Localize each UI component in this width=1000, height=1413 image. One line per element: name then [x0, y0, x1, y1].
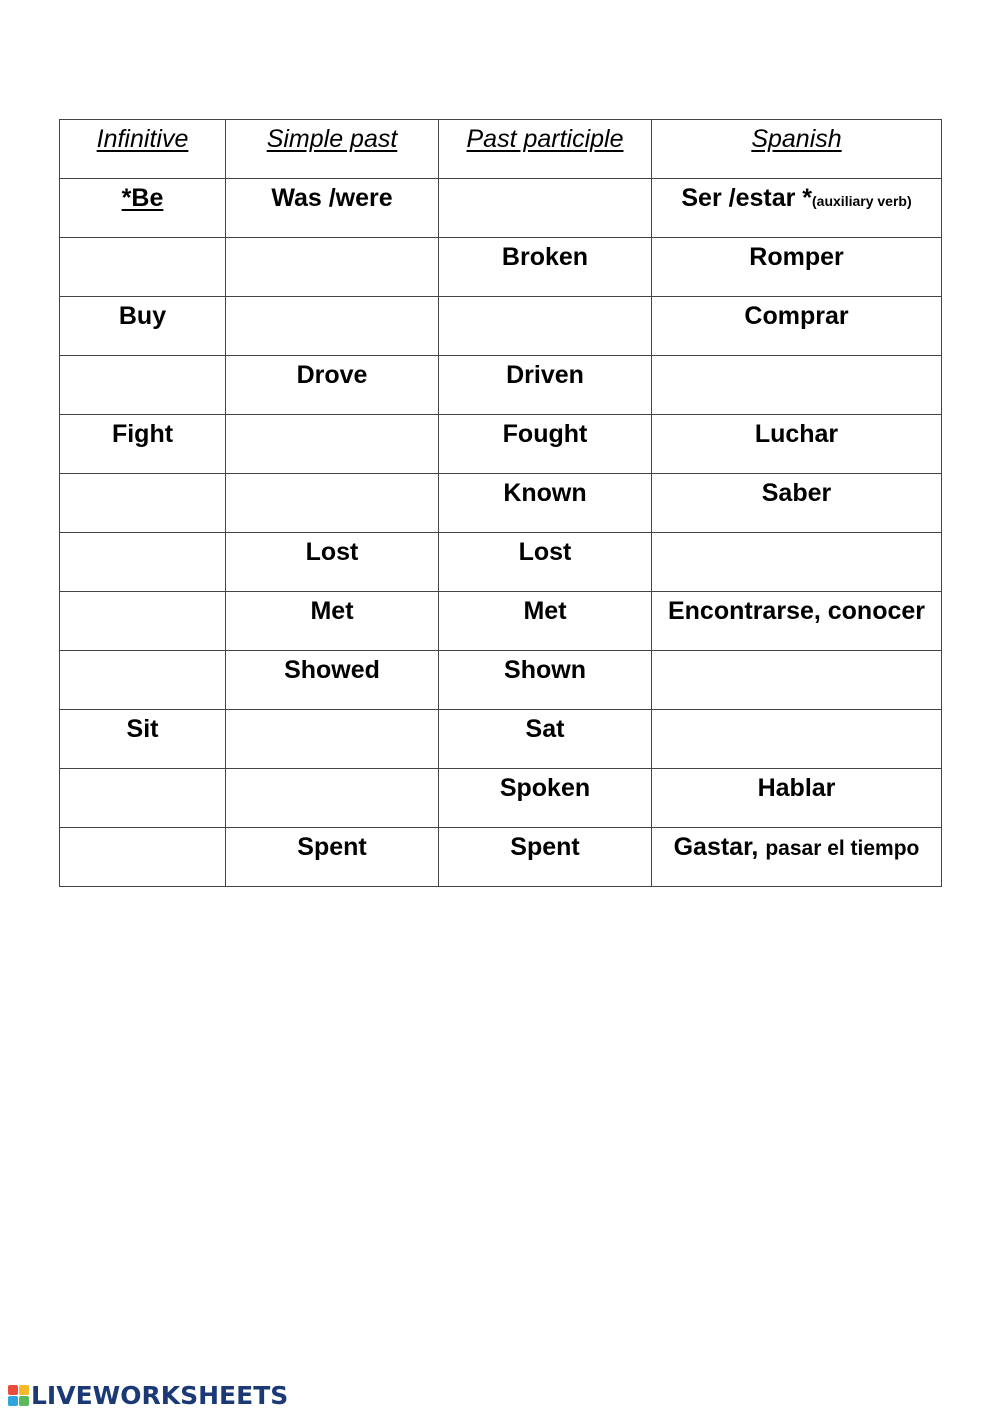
- cell-simple-past[interactable]: [226, 769, 439, 828]
- cell-past-participle[interactable]: [439, 769, 652, 828]
- cell-simple-past[interactable]: [226, 179, 439, 238]
- logo-block-yellow: [19, 1385, 29, 1395]
- table-row: [60, 474, 942, 533]
- cell-text: Spoken: [499, 774, 591, 802]
- header-row: [60, 120, 942, 179]
- table-row: [60, 238, 942, 297]
- logo-text: LIVEWORKSHEETS: [31, 1380, 289, 1410]
- header-past-participle-label: Past participle: [466, 125, 624, 153]
- logo-block-red: [8, 1385, 18, 1395]
- cell-simple-past[interactable]: [226, 592, 439, 651]
- cell-text: [681, 186, 911, 214]
- cell-simple-past[interactable]: [226, 297, 439, 356]
- table-row: [60, 179, 942, 238]
- cell-infinitive[interactable]: [60, 297, 226, 356]
- cell-spanish[interactable]: [652, 710, 942, 769]
- liveworksheets-logo[interactable]: [8, 1380, 288, 1410]
- cell-infinitive[interactable]: [60, 710, 226, 769]
- spanish-aside: pasar el tiempo: [765, 837, 920, 860]
- cell-infinitive[interactable]: [60, 592, 226, 651]
- cell-text: Luchar: [754, 420, 839, 448]
- cell-simple-past[interactable]: [226, 828, 439, 887]
- cell-infinitive[interactable]: [60, 179, 226, 238]
- table-row: [60, 533, 942, 592]
- cell-text: Buy: [118, 302, 167, 330]
- cell-simple-past[interactable]: [226, 533, 439, 592]
- table-row: [60, 710, 942, 769]
- table-row: [60, 356, 942, 415]
- table-row: [60, 651, 942, 710]
- spanish-main: Ser /estar *: [681, 184, 813, 212]
- cell-text: Lost: [305, 538, 359, 566]
- cell-spanish[interactable]: [652, 592, 942, 651]
- table-row: [60, 592, 942, 651]
- cell-spanish[interactable]: [652, 356, 942, 415]
- cell-simple-past[interactable]: [226, 651, 439, 710]
- cell-text: Spent: [297, 833, 367, 861]
- cell-spanish[interactable]: [652, 828, 942, 887]
- cell-simple-past[interactable]: [226, 238, 439, 297]
- cell-simple-past[interactable]: [226, 474, 439, 533]
- cell-text: Romper: [749, 243, 844, 271]
- cell-past-participle[interactable]: [439, 179, 652, 238]
- table-row: [60, 769, 942, 828]
- cell-spanish[interactable]: [652, 533, 942, 592]
- cell-text: Met: [523, 597, 567, 625]
- cell-simple-past[interactable]: [226, 710, 439, 769]
- spanish-main: Gastar,: [673, 833, 759, 861]
- table-row: [60, 415, 942, 474]
- cell-past-participle[interactable]: [439, 474, 652, 533]
- cell-spanish[interactable]: [652, 474, 942, 533]
- cell-past-participle[interactable]: [439, 710, 652, 769]
- header-infinitive: [60, 120, 226, 179]
- cell-past-participle[interactable]: [439, 356, 652, 415]
- table-row: [60, 297, 942, 356]
- cell-text: Fight: [111, 420, 174, 448]
- cell-infinitive[interactable]: [60, 769, 226, 828]
- spanish-note: (auxiliary verb): [812, 193, 912, 209]
- cell-infinitive[interactable]: [60, 533, 226, 592]
- cell-text: Hablar: [757, 774, 836, 802]
- cell-text: Saber: [761, 479, 832, 507]
- logo-blocks-icon: [8, 1385, 29, 1406]
- cell-text: Comprar: [744, 302, 849, 330]
- cell-past-participle[interactable]: [439, 828, 652, 887]
- cell-infinitive[interactable]: [60, 474, 226, 533]
- cell-spanish[interactable]: [652, 651, 942, 710]
- cell-text: Driven: [506, 361, 584, 389]
- cell-text: Showed: [284, 656, 380, 684]
- cell-text: Broken: [501, 243, 589, 271]
- cell-text: Met: [310, 597, 354, 625]
- cell-text: Fought: [502, 420, 588, 448]
- cell-spanish[interactable]: [652, 297, 942, 356]
- cell-past-participle[interactable]: [439, 297, 652, 356]
- header-spanish: [652, 120, 942, 179]
- header-infinitive-label: Infinitive: [96, 125, 189, 153]
- cell-infinitive[interactable]: [60, 828, 226, 887]
- cell-infinitive[interactable]: [60, 415, 226, 474]
- cell-text: Known: [503, 479, 587, 507]
- cell-spanish[interactable]: [652, 769, 942, 828]
- table-row: [60, 828, 942, 887]
- cell-text: Sat: [525, 715, 565, 743]
- cell-text: *Be: [121, 184, 164, 212]
- logo-block-green: [19, 1396, 29, 1406]
- cell-text: Drove: [296, 361, 368, 389]
- header-spanish-label: Spanish: [751, 125, 842, 153]
- cell-infinitive[interactable]: [60, 356, 226, 415]
- cell-text: Spent: [510, 833, 580, 861]
- logo-block-blue: [8, 1396, 18, 1406]
- cell-text: Was /were: [271, 184, 393, 212]
- header-past-participle: [439, 120, 652, 179]
- cell-simple-past[interactable]: [226, 356, 439, 415]
- header-simple-past: [226, 120, 439, 179]
- cell-spanish[interactable]: [652, 238, 942, 297]
- cell-infinitive[interactable]: [60, 238, 226, 297]
- cell-text: Encontrarse, conocer: [667, 597, 926, 625]
- cell-spanish[interactable]: [652, 179, 942, 238]
- cell-past-participle[interactable]: [439, 592, 652, 651]
- cell-past-participle[interactable]: [439, 533, 652, 592]
- cell-simple-past[interactable]: [226, 415, 439, 474]
- cell-text: Lost: [518, 538, 572, 566]
- cell-past-participle[interactable]: [439, 415, 652, 474]
- cell-spanish[interactable]: [652, 415, 942, 474]
- header-simple-past-label: Simple past: [266, 125, 398, 153]
- cell-text: Sit: [126, 715, 159, 743]
- cell-past-participle[interactable]: [439, 651, 652, 710]
- cell-text: [674, 835, 920, 861]
- cell-infinitive[interactable]: [60, 651, 226, 710]
- cell-past-participle[interactable]: [439, 238, 652, 297]
- verb-table: [59, 119, 942, 887]
- cell-text: Shown: [504, 656, 586, 684]
